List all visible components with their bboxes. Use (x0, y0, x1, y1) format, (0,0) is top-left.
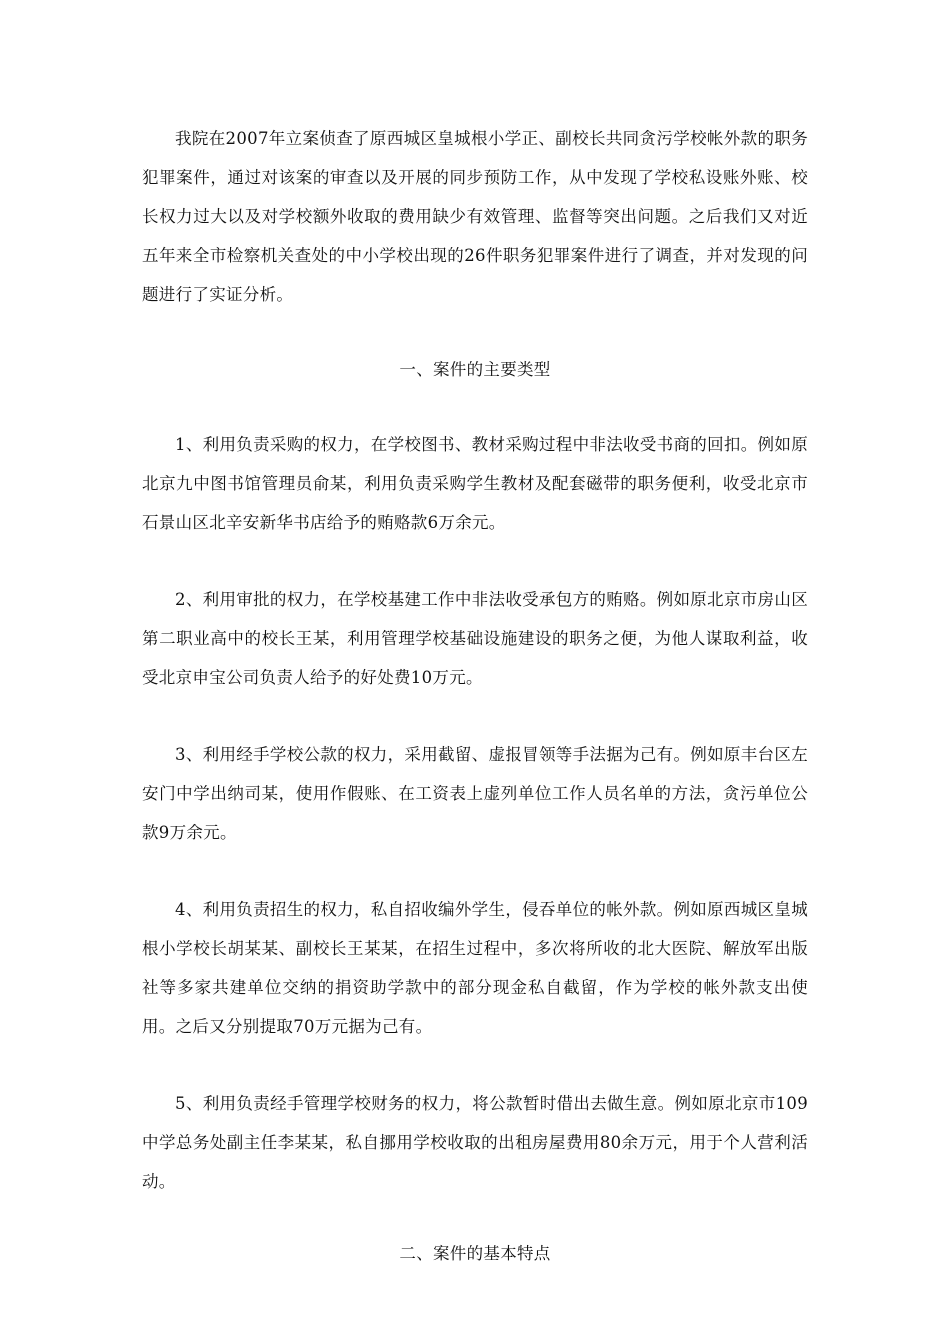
case-type-item-3: 3、利用经手学校公款的权力，采用截留、虚报冒领等手法据为己有。例如原丰台区左安门中学出纳司某，使用作假账、在工资表上虚列单位工作人员名单的方法，贪污单位公款9万余元。 (142, 745, 808, 842)
case-type-item-1: 1、利用负责采购的权力，在学校图书、教材采购过程中非法收受书商的回扣。例如原北京九中图书馆管理员俞某，利用负责采购学生教材及配套磁带的职务便利，收受北京市石景山区北辛安新华书店给予的贿赂款6万余元。 (142, 435, 808, 532)
section-heading-case-features: 二、案件的基本特点 (399, 1244, 551, 1263)
case-type-item-5: 5、利用负责经手管理学校财务的权力，将公款暂时借出去做生意。例如原北京市109中学总务处副主任李某某，私自挪用学校收取的出租房屋费用80余万元，用于个人营利活动。 (142, 1094, 808, 1191)
document-body (142, 119, 808, 1273)
case-type-item-2: 2、利用审批的权力，在学校基建工作中非法收受承包方的贿赂。例如原北京市房山区第二职业高中的校长王某，利用管理学校基础设施建设的职务之便，为他人谋取利益，收受北京申宝公司负责人给予的好处费10万元。 (142, 590, 808, 687)
case-type-item-4: 4、利用负责招生的权力，私自招收编外学生，侵吞单位的帐外款。例如原西城区皇城根小学校长胡某某、副校长王某某，在招生过程中，多次将所收的北大医院、解放军出版社等多家共建单位交纳的捐资助学款中的部分现金私自截留，作为学校的帐外款支出使用。之后又分别提取70万元据为己有。 (142, 900, 808, 1036)
intro-paragraph: 我院在2007年立案侦查了原西城区皇城根小学正、副校长共同贪污学校帐外款的职务犯罪案件，通过对该案的审查以及开展的同步预防工作，从中发现了学校私设账外账、校长权力过大以及对学校额外收取的费用缺少有效管理、监督等突出问题。之后我们又对近五年来全市检察机关查处的中小学校出现的26件职务犯罪案件进行了调查，并对发现的问题进行了实证分析。 (142, 129, 808, 304)
section-heading-case-types: 一、案件的主要类型 (399, 360, 551, 379)
